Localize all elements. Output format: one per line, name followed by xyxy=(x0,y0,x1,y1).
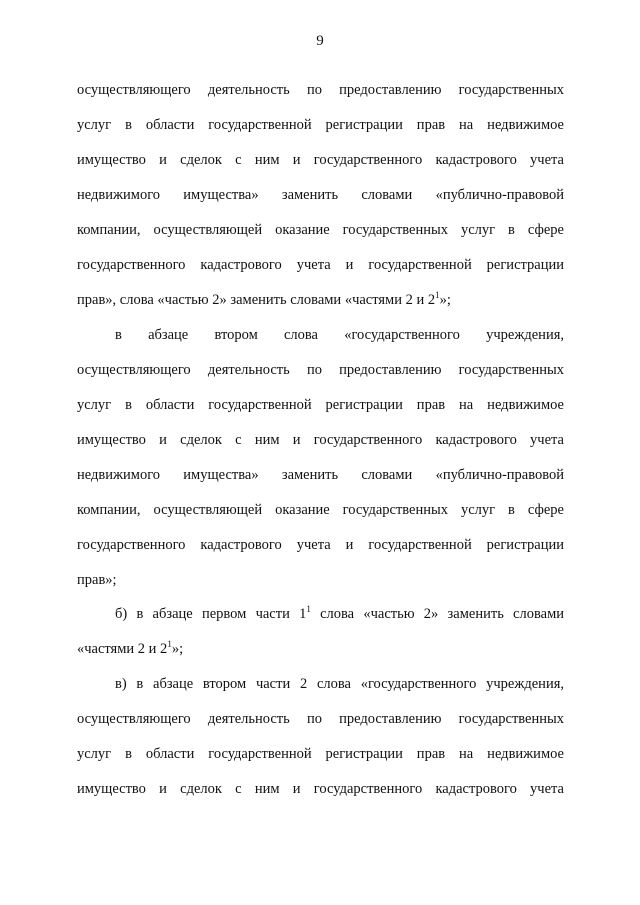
text-line xyxy=(77,289,564,311)
text-segment: »; xyxy=(439,292,451,308)
text-line: имущество и сделок с ним и государственного кадастрового учета xyxy=(77,432,564,448)
superscript: 1 xyxy=(167,639,172,649)
text-line: государственного кадастрового учета и государственной регистрации xyxy=(77,537,564,553)
text-line: осуществляющего деятельность по предоставлению государственных xyxy=(77,711,564,727)
text-line: компании, осуществляющей оказание государственных услуг в сфере xyxy=(77,222,564,238)
text-line: услуг в области государственной регистрации прав на недвижимое xyxy=(77,746,564,762)
text-segment: б) в абзаце первом части 1 xyxy=(115,606,307,622)
superscript: 1 xyxy=(435,290,440,300)
text-line: осуществляющего деятельность по предоставлению государственных xyxy=(77,362,564,378)
text-line: имущество и сделок с ним и государственного кадастрового учета xyxy=(77,781,564,797)
text-line: недвижимого имущества» заменить словами «публично-правовой xyxy=(77,467,564,483)
text-line xyxy=(77,638,564,660)
text-line: услуг в области государственной регистрации прав на недвижимое xyxy=(77,397,564,413)
text-line: недвижимого имущества» заменить словами «публично-правовой xyxy=(77,187,564,203)
text-segment: слова «частью 2» заменить словами xyxy=(310,606,564,622)
text-segment: »; xyxy=(171,641,184,657)
text-line: осуществляющего деятельность по предоставлению государственных xyxy=(77,82,564,98)
text-line: государственного кадастрового учета и государственной регистрации xyxy=(77,257,564,273)
text-segment: «частями 2 и 2 xyxy=(77,641,168,657)
text-line: компании, осуществляющей оказание государственных услуг в сфере xyxy=(77,502,564,518)
superscript: 1 xyxy=(306,604,311,614)
page-number: 9 xyxy=(316,33,324,49)
text-line: в абзаце втором слова «государственного учреждения, xyxy=(115,327,564,343)
text-line: прав»; xyxy=(77,572,117,588)
text-segment: прав», слова «частью 2» заменить словами «частями 2 и 2 xyxy=(77,292,436,308)
text-line: имущество и сделок с ним и государственного кадастрового учета xyxy=(77,152,564,168)
text-line xyxy=(115,603,564,625)
text-line: в) в абзаце втором части 2 слова «государственного учреждения, xyxy=(115,676,564,692)
text-line: услуг в области государственной регистрации прав на недвижимое xyxy=(77,117,564,133)
